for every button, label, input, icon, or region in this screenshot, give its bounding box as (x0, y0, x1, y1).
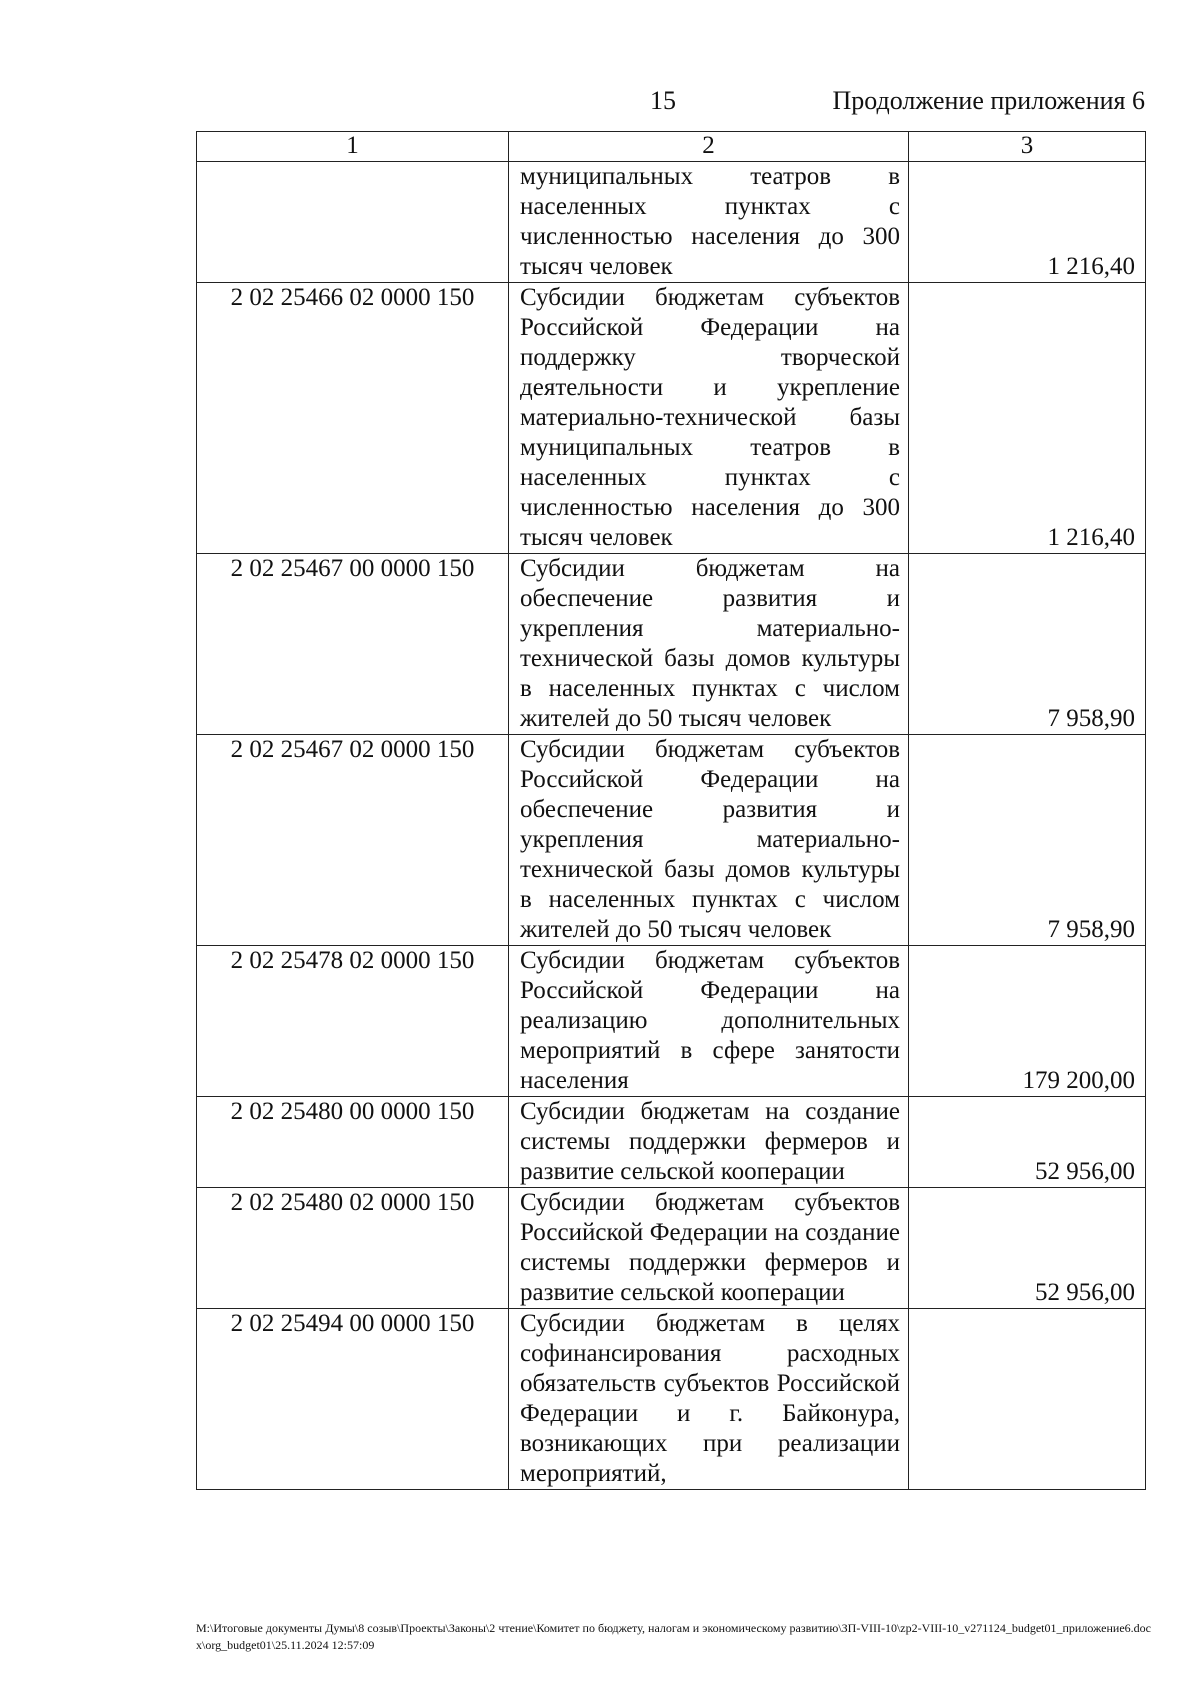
table-row (197, 1097, 1146, 1188)
row-code: 2 02 25494 00 0000 150 (197, 1309, 509, 1490)
table-row (197, 162, 1146, 283)
row-name: Субсидии бюджетам на обеспечение развития и укрепления материально-технической базы домов культуры в населенных пунктах с числом жителей до 50 тысяч человек (509, 554, 909, 735)
table-row (197, 554, 1146, 735)
table-row (197, 1188, 1146, 1309)
column-header-sum: 3 (909, 132, 1146, 162)
appendix-table (196, 131, 1146, 1490)
row-code: 2 02 25467 02 0000 150 (197, 735, 509, 946)
row-name: Субсидии бюджетам субъектов Российской Федерации на поддержку творческой деятельности и укрепление материально-технической базы муниципальных театров в населенных пунктах с численностью населения до 300 тысяч человек (509, 283, 909, 554)
row-name: Субсидии бюджетам на создание системы поддержки фермеров и развитие сельской кооперации (509, 1097, 909, 1188)
row-sum: 1 216,40 (909, 283, 1146, 554)
table-row (197, 946, 1146, 1097)
footer-file-path: M:\Итоговые документы Думы\8 созыв\Проекты\Законы\2 чтение\Комитет по бюджету, налогам и экономическому развитию\ЗП-VIII-10\zp2-VIII-10_v271124_budget01_приложение6.docx\org_budget01\25.11.2024 12:57:09 (196, 1621, 1151, 1652)
row-code: 2 02 25480 02 0000 150 (197, 1188, 509, 1309)
table-row (197, 283, 1146, 554)
table-header-row (197, 132, 1146, 162)
row-sum: 1 216,40 (909, 162, 1146, 283)
page-number: 15 (650, 86, 676, 115)
row-name: муниципальных театров в населенных пунктах с численностью населения до 300 тысяч человек (509, 162, 909, 283)
row-code: 2 02 25480 00 0000 150 (197, 1097, 509, 1188)
row-sum: 52 956,00 (909, 1097, 1146, 1188)
table-row (197, 735, 1146, 946)
row-name: Субсидии бюджетам субъектов Российской Федерации на создание системы поддержки фермеров и развитие сельской кооперации (509, 1188, 909, 1309)
row-sum: 7 958,90 (909, 735, 1146, 946)
column-header-name: 2 (509, 132, 909, 162)
row-name: Субсидии бюджетам в целях софинансирования расходных обязательств субъектов Российской Федерации и г. Байконура, возникающих при реализации мероприятий, (509, 1309, 909, 1490)
continuation-title: Продолжение приложения 6 (832, 86, 1145, 115)
row-name: Субсидии бюджетам субъектов Российской Федерации на реализацию дополнительных мероприятий в сфере занятости населения (509, 946, 909, 1097)
row-sum: 52 956,00 (909, 1188, 1146, 1309)
row-code: 2 02 25478 02 0000 150 (197, 946, 509, 1097)
row-sum: 179 200,00 (909, 946, 1146, 1097)
row-name: Субсидии бюджетам субъектов Российской Федерации на обеспечение развития и укрепления материально-технической базы домов культуры в населенных пунктах с числом жителей до 50 тысяч человек (509, 735, 909, 946)
table-row (197, 1309, 1146, 1490)
row-code: 2 02 25466 02 0000 150 (197, 283, 509, 554)
row-code (197, 162, 509, 283)
column-header-code: 1 (197, 132, 509, 162)
row-code: 2 02 25467 00 0000 150 (197, 554, 509, 735)
row-sum: 7 958,90 (909, 554, 1146, 735)
row-sum (909, 1309, 1146, 1490)
